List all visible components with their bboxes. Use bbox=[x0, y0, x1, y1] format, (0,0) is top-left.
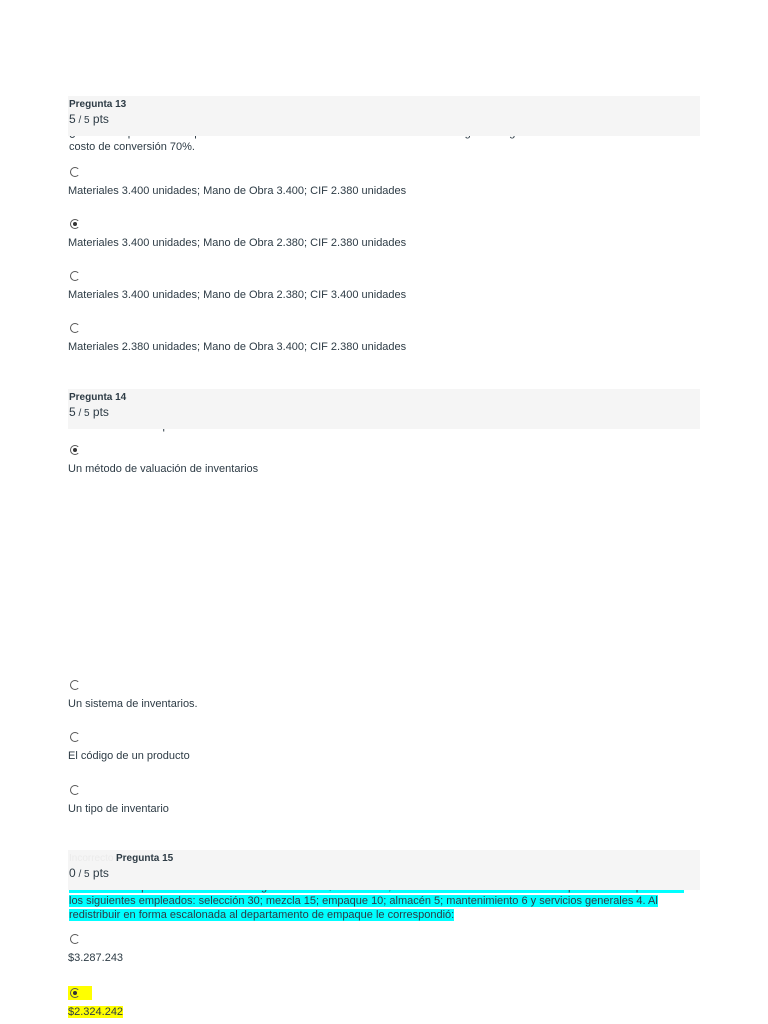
answer-option[interactable] bbox=[68, 680, 198, 710]
question-score: 5 / 5 pts bbox=[69, 112, 109, 126]
answer-option[interactable] bbox=[68, 934, 123, 964]
question-label: Pregunta 13 bbox=[69, 99, 127, 110]
answer-option[interactable] bbox=[68, 271, 406, 301]
radio-icon[interactable] bbox=[70, 323, 80, 333]
answer-text: $2.324.242 bbox=[68, 1006, 124, 1018]
radio-icon[interactable] bbox=[70, 934, 80, 944]
question-score: 5 / 5 pts bbox=[69, 405, 109, 419]
radio-selected-icon[interactable] bbox=[70, 445, 80, 455]
question-14 bbox=[68, 389, 700, 433]
answer-option[interactable] bbox=[68, 445, 258, 475]
question-header bbox=[68, 389, 700, 429]
question-text: los siguientes empleados: selección 30; mezcla 15; empaque 10; almacén 5; mantenimiento 6 y servicios generales 4. Al redistribuir en forma escalonada al departamento de empaque le correspondió: bbox=[68, 880, 700, 922]
answer-text: Un método de valuación de inventarios bbox=[68, 463, 259, 475]
answer-option[interactable] bbox=[68, 986, 123, 1018]
answer-text: Materiales 2.380 unidades; Mano de Obra 3.400; CIF 2.380 unidades bbox=[68, 341, 407, 353]
answer-text: Materiales 3.400 unidades; Mano de Obra 2.380; CIF 2.380 unidades bbox=[68, 237, 407, 249]
answer-option[interactable] bbox=[68, 219, 406, 249]
question-13 bbox=[68, 96, 700, 154]
radio-icon[interactable] bbox=[70, 271, 80, 281]
answer-text: El código de un producto bbox=[68, 750, 190, 762]
answer-option[interactable] bbox=[68, 323, 406, 353]
radio-icon[interactable] bbox=[70, 732, 80, 742]
radio-icon[interactable] bbox=[70, 680, 80, 690]
question-text: costo de conversión 70%. bbox=[69, 141, 195, 153]
radio-selected-icon[interactable] bbox=[70, 219, 80, 229]
question-header bbox=[68, 96, 700, 136]
answer-option[interactable] bbox=[68, 785, 169, 815]
answer-text: $3.287.243 bbox=[68, 952, 124, 964]
incorrect-tag: Incorrecto bbox=[69, 853, 114, 864]
question-score: 0 / 5 pts bbox=[69, 866, 109, 880]
radio-icon[interactable] bbox=[70, 785, 80, 795]
radio-icon[interactable] bbox=[70, 167, 80, 177]
question-label: Pregunta 14 bbox=[69, 392, 127, 403]
answer-text: Materiales 3.400 unidades; Mano de Obra 2.380; CIF 3.400 unidades bbox=[68, 289, 407, 301]
radio-highlight bbox=[68, 986, 92, 1000]
answer-text: Un sistema de inventarios. bbox=[68, 698, 198, 710]
answer-text: Un tipo de inventario bbox=[68, 803, 169, 815]
question-label: Pregunta 15 bbox=[116, 853, 174, 864]
answer-text: Materiales 3.400 unidades; Mano de Obra 3.400; CIF 2.380 unidades bbox=[68, 185, 407, 197]
question-15 bbox=[68, 850, 700, 922]
answer-option[interactable] bbox=[68, 732, 190, 762]
question-header bbox=[68, 850, 700, 890]
answer-option[interactable] bbox=[68, 167, 406, 197]
radio-selected-icon[interactable] bbox=[70, 988, 80, 998]
